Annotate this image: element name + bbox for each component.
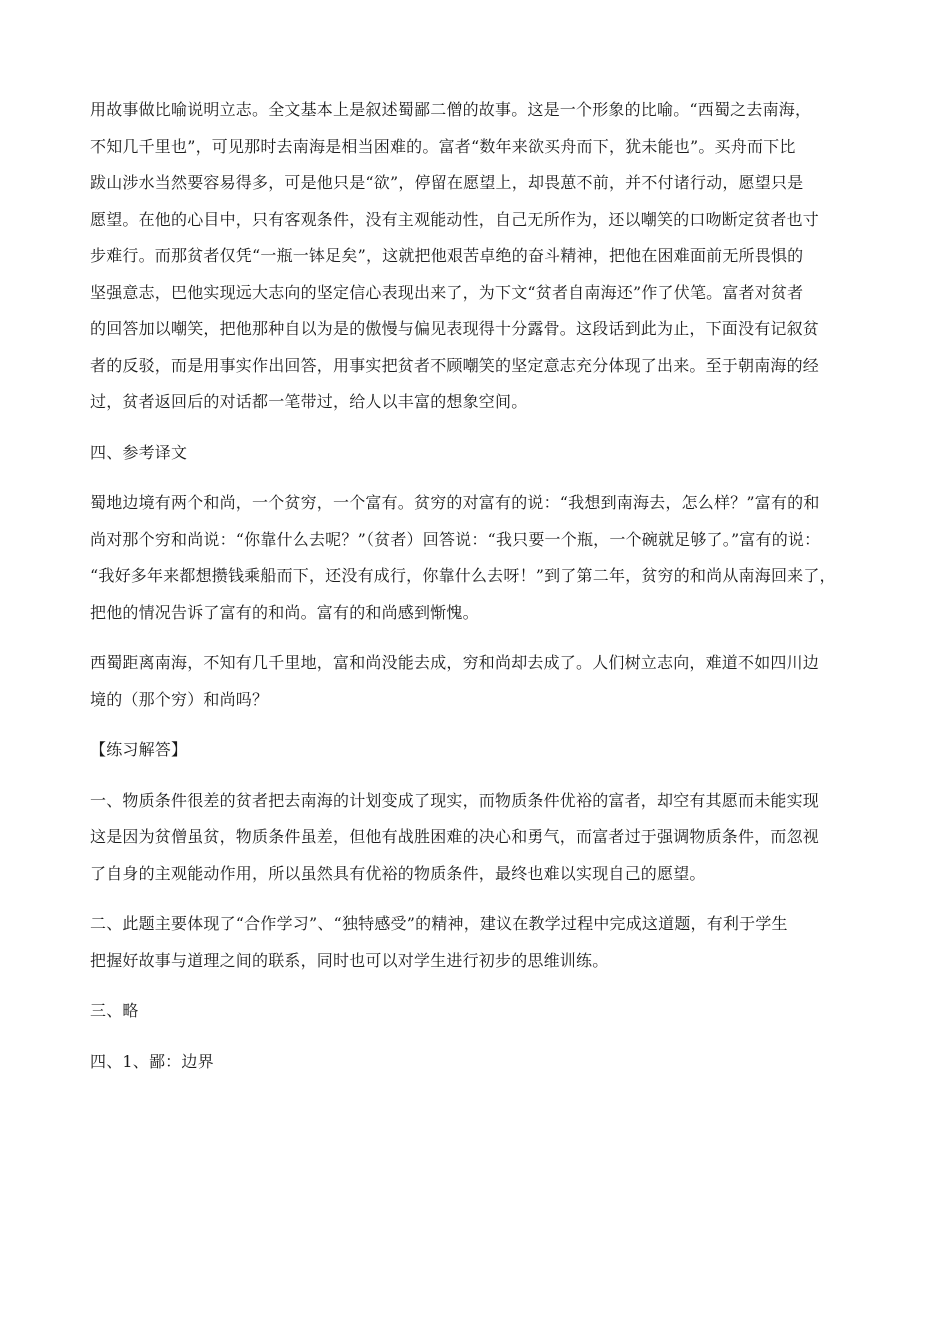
text-line: 愿望。在他的心目中，只有客观条件，没有主观能动性，自己无所作为，还以嘲笑的口吻断定贫者也寸 — [90, 209, 820, 229]
text-line: 二、此题主要体现了“合作学习”、“独特感受”的精神，建议在教学过程中完成这道题，有利于学生 — [90, 914, 788, 933]
text-line: 四、1、鄙：边界 — [90, 1051, 214, 1071]
section-heading-answers — [90, 732, 862, 769]
text-line: 的回答加以嘲笑，把他那种自以为是的傲慢与偏见表现得十分露骨。这段话到此为止，下面没有记叙贫 — [90, 319, 820, 338]
translation-paragraph-1 — [90, 485, 862, 631]
paragraph-gap — [90, 631, 862, 645]
document-page — [90, 92, 862, 1080]
paragraph-gap — [90, 718, 862, 732]
paragraph-gap — [90, 979, 862, 993]
text-line: 这是因为贫僧虽贫，物质条件虽差，但他有战胜困难的决心和勇气，而富者过于强调物质条件，而忽视 — [90, 827, 820, 846]
text-line: 把握好故事与道理之间的联系，同时也可以对学生进行初步的思维训练。 — [90, 950, 609, 970]
paragraph-gap — [90, 421, 862, 435]
text-line: 者的反驳，而是用事实作出回答，用事实把贫者不顾嘲笑的坚定意志充分体现了出来。至于朝南海的经 — [90, 355, 820, 375]
paragraph-gap — [90, 1030, 862, 1044]
section-heading-translation — [90, 435, 862, 472]
text-line: 尚对那个穷和尚说：“你靠什么去呢？”（贫者）回答说：“我只要一个瓶，一个碗就足够了。”富有的说： — [90, 529, 821, 549]
heading-text: 【练习解答】 — [90, 740, 188, 759]
heading-text: 四、参考译文 — [90, 442, 188, 462]
text-line: 过，贫者返回后的对话都一笔带过，给人以丰富的想象空间。 — [90, 392, 528, 411]
analysis-paragraph — [90, 92, 862, 421]
translation-paragraph-2 — [90, 645, 862, 718]
answer-paragraph-1 — [90, 783, 862, 893]
text-line: 不知几千里也”，可见那时去南海是相当困难的。富者“数年来欲买舟而下，犹未能也”。买舟而下比 — [90, 136, 796, 156]
text-line: 用故事做比喻说明立志。全文基本上是叙述蜀鄙二僧的故事。这是一个形象的比喻。“西蜀之去南海， — [90, 100, 812, 119]
text-line: 跋山涉水当然要容易得多，可是他只是“欲”，停留在愿望上，却畏葸不前，并不付诸行动，愿望只是 — [90, 173, 804, 192]
text-line: 西蜀距离南海，不知有几千里地，富和尚没能去成，穷和尚却去成了。人们树立志向，难道不如四川边 — [90, 653, 820, 672]
text-line: “我好多年来都想攒钱乘船而下，还没有成行，你靠什么去呀！”到了第二年，贫穷的和尚从南海回来了， — [90, 566, 836, 585]
text-line: 境的（那个穷）和尚吗？ — [90, 689, 269, 709]
answer-paragraph-4 — [90, 1044, 862, 1081]
text-line: 蜀地边境有两个和尚，一个贫穷，一个富有。贫穷的对富有的说：“我想到南海去，怎么样？”富有的和 — [90, 493, 820, 512]
text-line: 把他的情况告诉了富有的和尚。富有的和尚感到惭愧。 — [90, 602, 479, 622]
text-line: 三、略 — [90, 1001, 139, 1020]
text-line: 一、物质条件很差的贫者把去南海的计划变成了现实，而物质条件优裕的富者，却空有其愿而未能实现 — [90, 790, 820, 810]
paragraph-gap — [90, 471, 862, 485]
paragraph-gap — [90, 769, 862, 783]
text-line: 步难行。而那贫者仅凭“一瓶一钵足矣”，这就把他艰苦卓绝的奋斗精神，把他在困难面前无所畏惧的 — [90, 246, 804, 265]
answer-paragraph-3 — [90, 993, 862, 1030]
text-line: 坚强意志，巴他实现远大志向的坚定信心表现出来了，为下文“贫者自南海还”作了伏笔。富者对贫者 — [90, 282, 804, 302]
answer-paragraph-2 — [90, 906, 862, 979]
text-line: 了自身的主观能动作用，所以虽然具有优裕的物质条件，最终也难以实现自己的愿望。 — [90, 863, 706, 883]
paragraph-gap — [90, 892, 862, 906]
